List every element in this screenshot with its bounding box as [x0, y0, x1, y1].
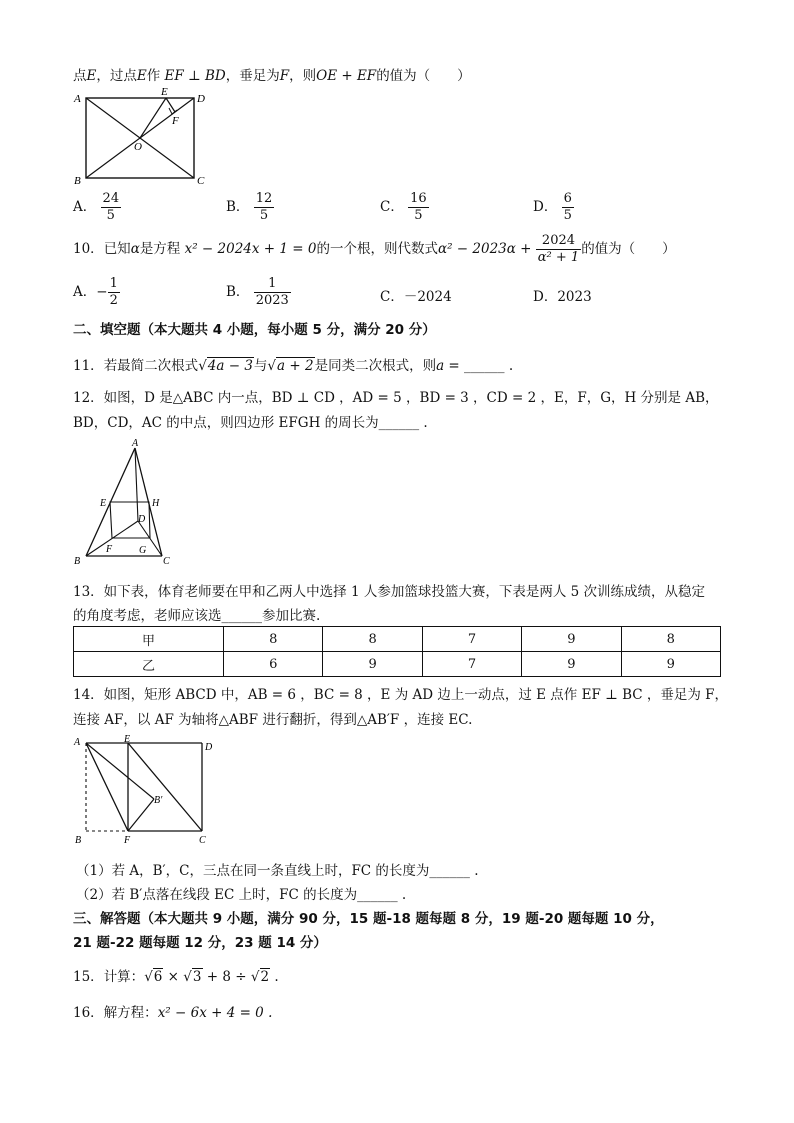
q9-rectangle-figure — [72, 86, 212, 186]
table-cell: 9 — [522, 627, 621, 652]
table-cell: 7 — [422, 627, 521, 652]
label-C: C — [197, 175, 205, 186]
q14-rectangle-figure — [72, 733, 222, 849]
label-B: B — [74, 556, 81, 567]
q9-option-c: C． $\frac{16}{5}$ — [380, 191, 427, 223]
table-cell: 9 — [522, 652, 621, 677]
section-3-heading-line2: 21 题-22 题每题 12 分，23 题 14 分） — [73, 935, 327, 951]
label-A: A — [74, 737, 81, 748]
q10-option-b: B． $\frac{1}{2023}$ — [226, 276, 289, 308]
q13-score-table — [73, 626, 721, 677]
q12-triangle-figure — [72, 436, 182, 568]
label-F: F — [106, 544, 113, 555]
q14-line1: 14．如图，矩形 ABCD 中，AB = 6 ，BC = 8 ，E 为 AD 边上一动点，过 E 点作 EF ⊥ BC ，垂足为 F， — [73, 687, 729, 703]
label-D: D — [205, 742, 213, 753]
label-D: D — [138, 514, 146, 525]
table-cell: 8 — [621, 627, 720, 652]
q9-option-a: A． $\frac{24}{5}$ — [73, 191, 120, 223]
label-H: H — [152, 498, 160, 509]
table-row — [74, 627, 721, 652]
q14-sub1: （1）若 A，B′，C，三点在同一条直线上时，FC 的长度为______ . — [76, 863, 479, 879]
label-E: E — [161, 86, 168, 98]
table-cell: 7 — [422, 652, 521, 677]
label-F: F — [124, 835, 131, 846]
q12-line2: BD，CD，AC 的中点，则四边形 EFGH 的周长为______ . — [73, 415, 428, 431]
table-cell: 8 — [323, 627, 422, 652]
label-D: D — [197, 93, 205, 105]
section-2-heading: 二、填空题（本大题共 4 小题，每小题 5 分，满分 20 分） — [73, 322, 436, 338]
label-B-prime: B′ — [154, 795, 163, 806]
q11-stem: 11．若最简二次根式√4a − 3与√a + 2是同类二次根式，则a = ______ . — [73, 358, 514, 374]
q15-stem: 15．计算：√6 × √3 + 8 ÷ √2 . — [73, 969, 279, 985]
q13-line2: 的角度考虑，老师应该选______参加比赛. — [73, 608, 321, 624]
q9-stem: 点E，过点E作 EF ⊥ BD，垂足为F，则OE + EF的值为（ ） — [73, 68, 471, 84]
q14-sub2: （2）若 B′点落在线段 EC 上时，FC 的长度为______ . — [76, 887, 407, 903]
table-cell: 9 — [621, 652, 720, 677]
q14-line2: 连接 AF，以 AF 为轴将△ABF 进行翻折，得到△AB′F ，连接 EC. — [73, 712, 473, 728]
table-cell: 甲 — [74, 627, 224, 652]
q9-option-b: B． $\frac{12}{5}$ — [226, 191, 273, 223]
section-3-heading-line1: 三、解答题（本大题共 9 小题，满分 90 分，15 题-18 题每题 8 分，19 题-20 题每题 10 分， — [73, 911, 664, 927]
label-A: A — [132, 438, 139, 449]
q10-option-c: C．－2024 — [380, 289, 452, 305]
table-cell: 9 — [323, 652, 422, 677]
q9-option-d: D． $\frac{6}{5}$ — [533, 191, 572, 223]
label-B: B — [75, 835, 82, 846]
table-row — [74, 652, 721, 677]
label-C: C — [163, 556, 170, 567]
q10-option-d: D．2023 — [533, 289, 592, 305]
label-A: A — [74, 93, 81, 105]
table-cell: 6 — [224, 652, 323, 677]
label-B: B — [74, 175, 81, 186]
table-cell: 8 — [224, 627, 323, 652]
label-C: C — [199, 835, 206, 846]
label-E: E — [124, 734, 131, 745]
label-G: G — [139, 545, 147, 556]
q13-line1: 13．如下表，体育老师要在甲和乙两人中选择 1 人参加篮球投篮大赛，下表是两人 5 次训练成绩，从稳定 — [73, 584, 706, 600]
q12-line1: 12．如图，D 是△ABC 内一点，BD ⊥ CD ，AD = 5 ，BD = 3 ，CD = 2 ，E，F，G，H 分别是 AB， — [73, 390, 719, 406]
table-cell: 乙 — [74, 652, 224, 677]
label-F: F — [172, 115, 179, 127]
q10-stem: 10．已知α是方程 x² − 2024x + 1 = 0的一个根，则代数式α² − 2023α + $\frac{2024}{\text{α² + 1}}$ 的值为（ ） — [73, 233, 676, 265]
q16-stem: 16．解方程：x² − 6x + 4 = 0 . — [73, 1005, 273, 1021]
q10-option-a: A．− $\frac{1}{2}$ — [73, 276, 118, 308]
label-E: E — [100, 498, 107, 509]
label-O: O — [134, 141, 142, 153]
